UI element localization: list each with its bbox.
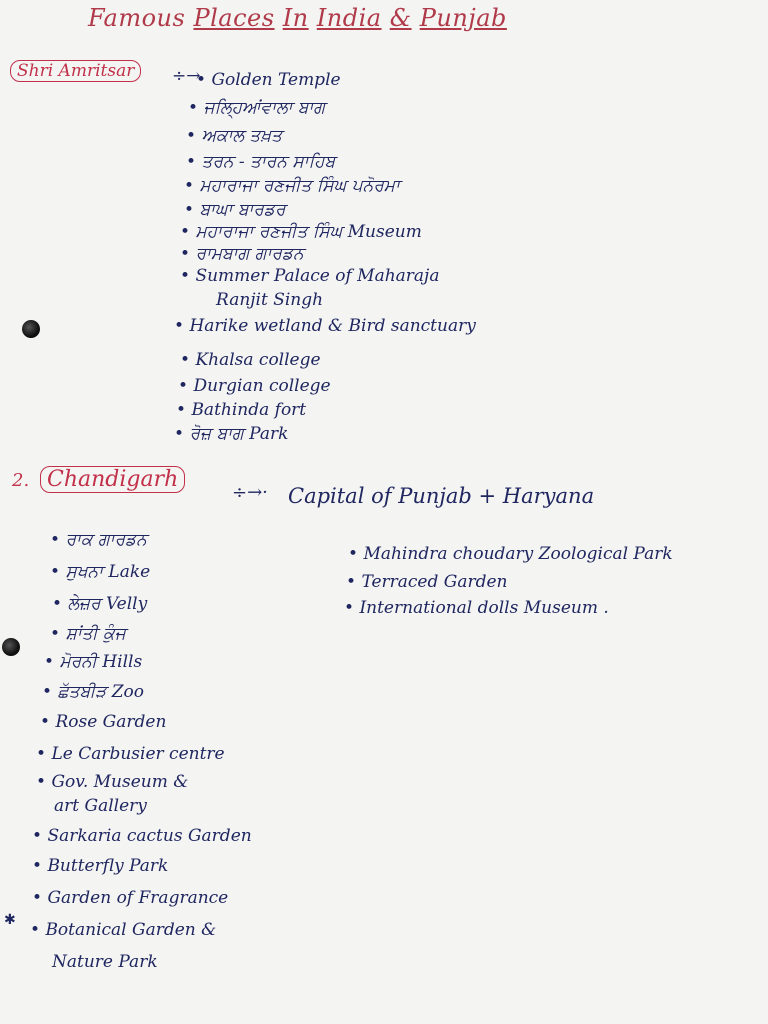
- title-word-places: Places: [193, 4, 275, 32]
- chandigarh-arrow: ÷→·: [232, 482, 268, 503]
- amritsar-label: Shri Amritsar: [10, 60, 141, 82]
- star-mark-icon: ✱: [4, 912, 16, 928]
- chandigarh-number: 2.: [12, 470, 30, 491]
- amritsar-item: • ਬਾਘਾ ਬਾਰਡਰ: [184, 200, 285, 220]
- chandigarh-left-item: • ਰਾਕ ਗਾਰਡਨ: [50, 530, 147, 550]
- title-word-and: &: [389, 4, 412, 32]
- chandigarh-desc: Capital of Punjab + Haryana: [288, 484, 595, 508]
- chandigarh-left-item: • Garden of Fragrance: [32, 888, 228, 908]
- amritsar-item-cont: Ranjit Singh: [216, 290, 324, 310]
- amritsar-item: • ਰਾਮਬਾਗ ਗਾਰਡਨ: [180, 244, 304, 264]
- amritsar-item: • ਮਹਾਰਾਜਾ ਰਣਜੀਤ ਸਿੰਘ Museum: [180, 222, 422, 242]
- title-word-famous: Famous: [88, 4, 186, 32]
- chandigarh-left-item: • ਮੋਰਨੀ Hills: [44, 652, 142, 672]
- chandigarh-right-item: • Mahindra choudary Zoological Park: [348, 544, 673, 564]
- amritsar-item: • Summer Palace of Maharaja: [180, 266, 439, 286]
- chandigarh-left-cont: Nature Park: [52, 952, 158, 972]
- amritsar-item: • ਅਕਾਲ ਤਖ਼ਤ: [186, 126, 282, 146]
- amritsar-item: • ਤਰਨ - ਤਾਰਨ ਸਾਹਿਬ: [186, 152, 335, 172]
- chandigarh-right-item: • Terraced Garden: [346, 572, 508, 592]
- chandigarh-left-item: • Gov. Museum &: [36, 772, 188, 792]
- title-word-india: India: [316, 4, 382, 32]
- amritsar-arrow: ÷→: [172, 66, 201, 86]
- chandigarh-left-item: • ਸੁਖਨਾ Lake: [50, 562, 150, 582]
- amritsar-item: • ਮਹਾਰਾਜਾ ਰਣਜੀਤ ਸਿੰਘ ਪਨੋਰਮਾ: [184, 176, 400, 196]
- amritsar-item: • Bathinda fort: [176, 400, 306, 420]
- punch-hole: [22, 320, 40, 338]
- amritsar-item: • Harike wetland & Bird sanctuary: [174, 316, 476, 336]
- chandigarh-left-cont: art Gallery: [54, 796, 147, 816]
- chandigarh-left-item: • ਲੇਜ਼ਰ Velly: [52, 594, 147, 614]
- amritsar-item: • Khalsa college: [180, 350, 321, 370]
- chandigarh-left-item: • ਸ਼ਾਂਤੀ ਕੁੰਜ: [50, 624, 126, 644]
- amritsar-item: • ਰੋਜ਼ ਬਾਗ Park: [174, 424, 288, 444]
- punch-hole: [2, 638, 20, 656]
- amritsar-item: • ਜਲ੍ਹਿਆਂਵਾਲਾ ਬਾਗ: [188, 98, 325, 118]
- chandigarh-left-item: • ਛੱਤਬੀੜ Zoo: [42, 682, 144, 702]
- title-word-punjab: Punjab: [419, 4, 507, 32]
- amritsar-item: • Golden Temple: [196, 70, 341, 90]
- chandigarh-left-item: • Butterfly Park: [32, 856, 168, 876]
- chandigarh-left-item: • Sarkaria cactus Garden: [32, 826, 252, 846]
- chandigarh-left-item: • Rose Garden: [40, 712, 166, 732]
- chandigarh-right-item: • International dolls Museum .: [344, 598, 609, 618]
- page-title: [88, 4, 507, 32]
- title-word-in: In: [282, 4, 309, 32]
- chandigarh-left-item: • Botanical Garden &: [30, 920, 216, 940]
- chandigarh-left-item: • Le Carbusier centre: [36, 744, 225, 764]
- amritsar-item: • Durgian college: [178, 376, 331, 396]
- chandigarh-label: Chandigarh: [40, 466, 185, 493]
